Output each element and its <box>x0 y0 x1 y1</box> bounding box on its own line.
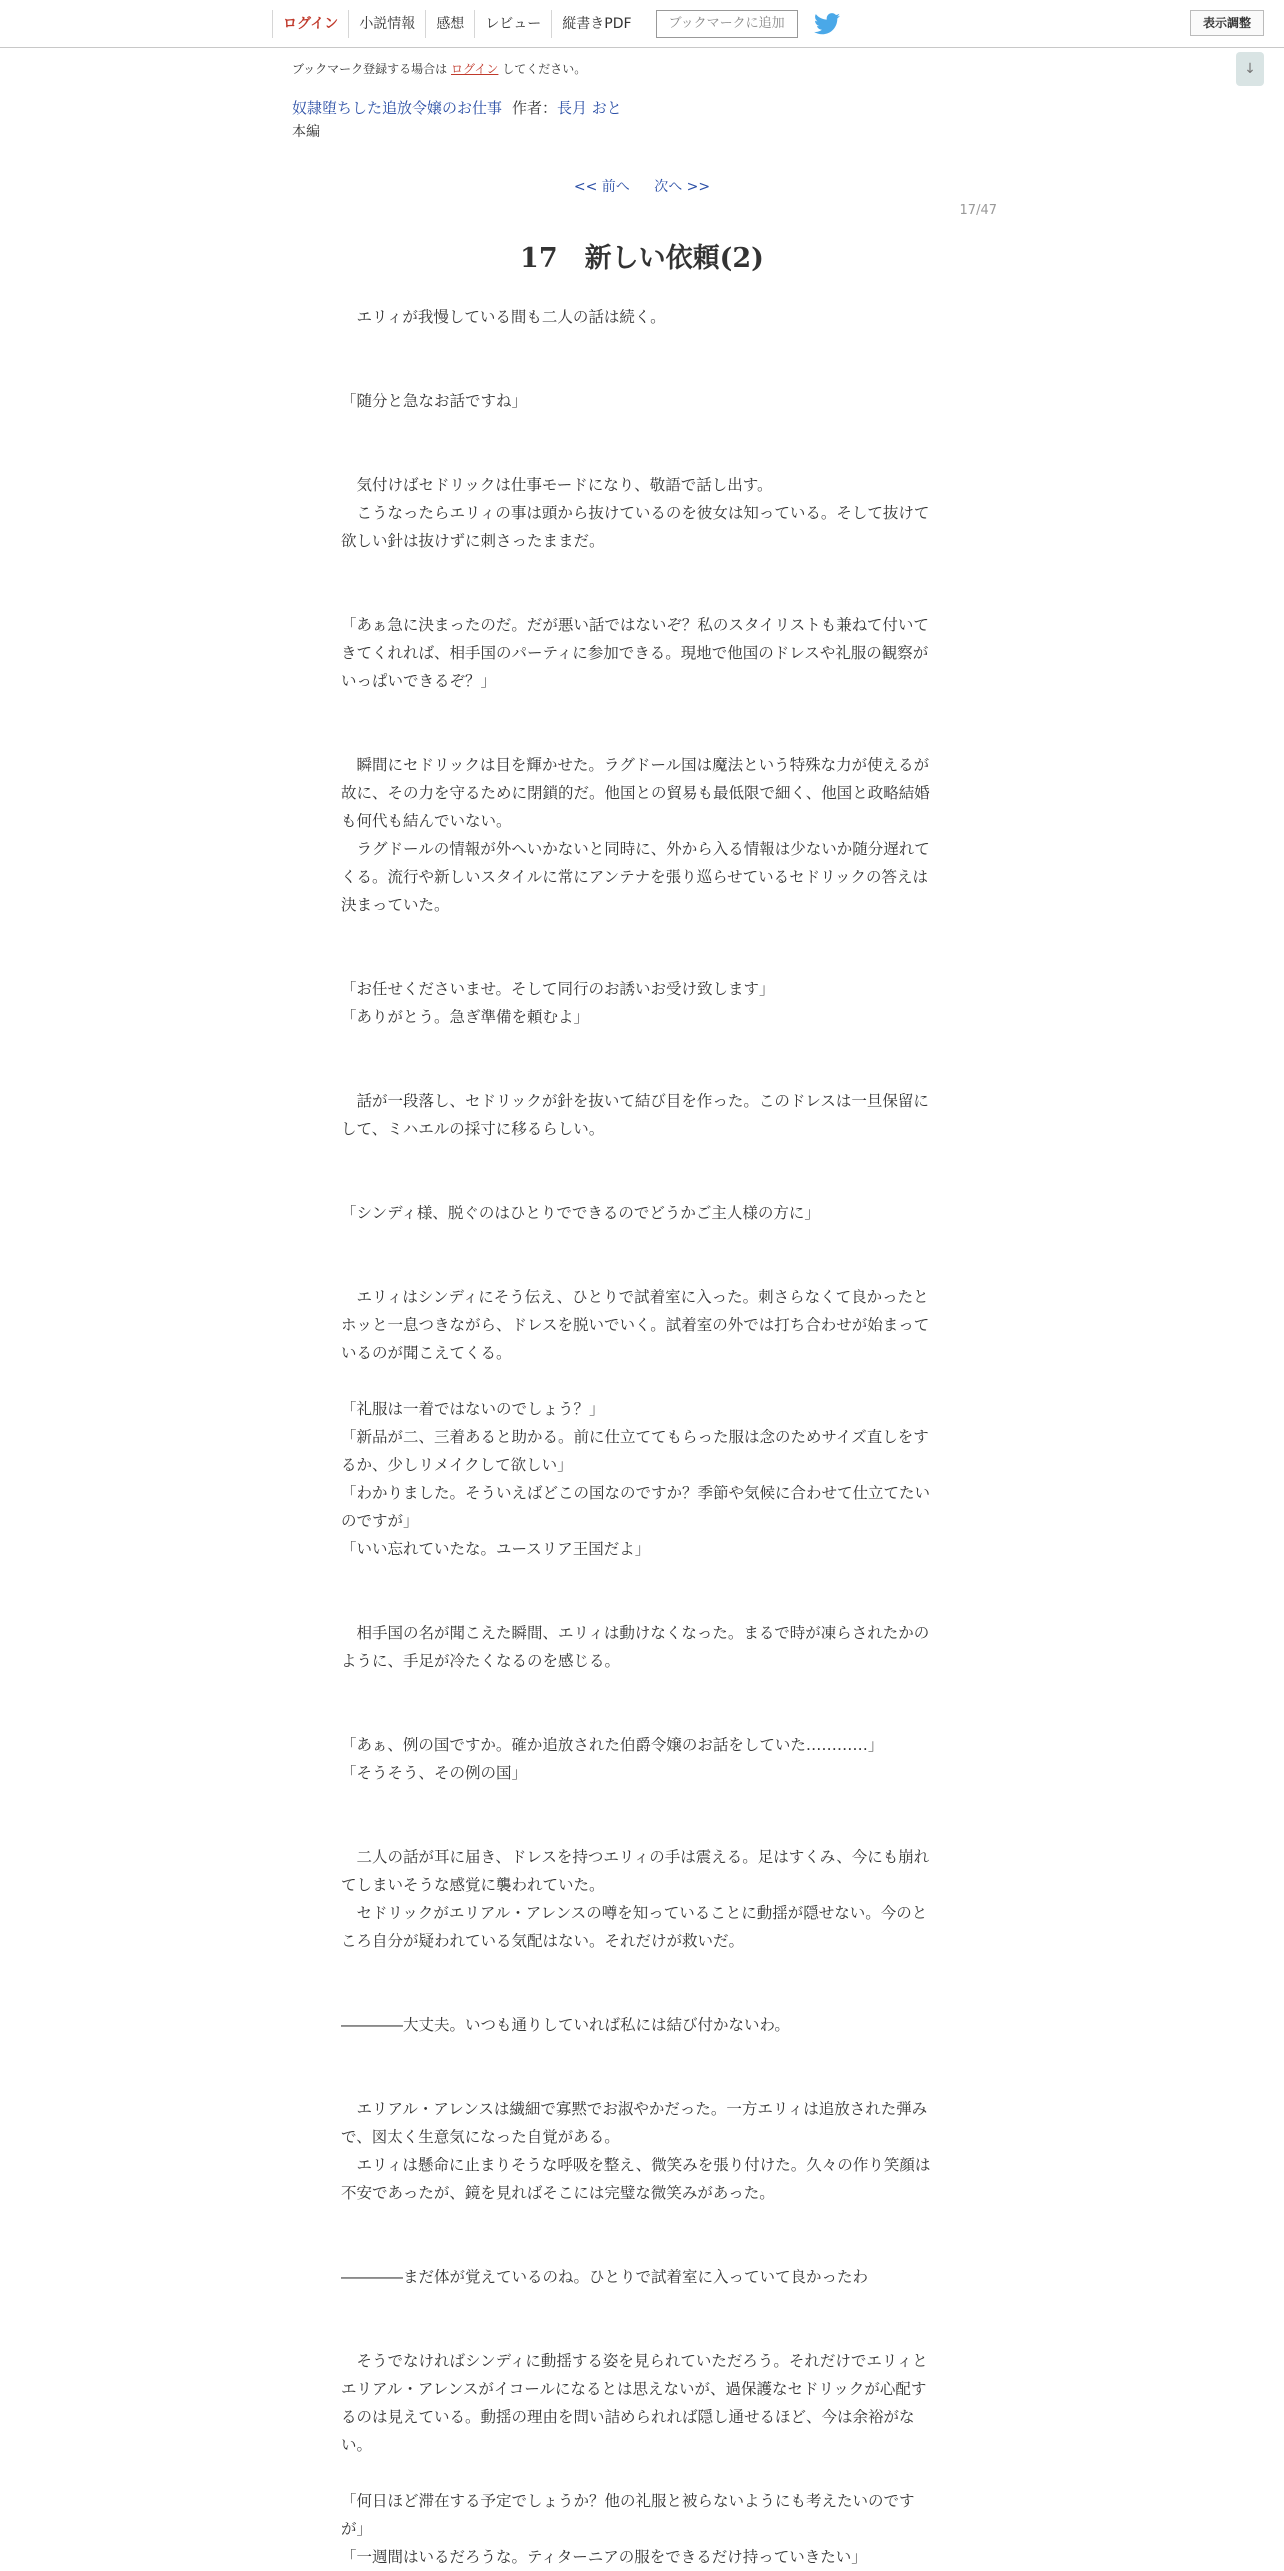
body-paragraph <box>341 1227 937 1255</box>
body-paragraph: 「お任せくださいませ。そして同行のお誘いお受け致します」 <box>341 980 775 998</box>
twitter-bird-icon[interactable] <box>814 13 840 35</box>
scroll-down-button[interactable]: ↓ <box>1236 52 1264 86</box>
body-paragraph <box>341 2319 937 2347</box>
author-info <box>512 97 622 118</box>
chapter-title: 17 新しい依頼(2) <box>520 243 764 274</box>
prev-chapter-link[interactable]: << 前へ <box>573 179 630 195</box>
body-paragraph: エリィが我慢している間も二人の話は続く。 <box>341 308 666 326</box>
body-paragraph <box>341 2235 937 2263</box>
body-paragraph <box>341 1563 937 1591</box>
notice-prefix: ブックマーク登録する場合は <box>292 62 448 76</box>
body-paragraph <box>341 583 937 611</box>
nav-impressions-link[interactable]: 感想 <box>425 10 474 38</box>
body-paragraph: 話が一段落し、セドリックが針を抜いて結び目を作った。このドレスは一旦保留にして、ミハエルの採寸に移るらしい。 <box>341 1092 929 1138</box>
chapter-pager <box>0 176 1284 196</box>
body-paragraph <box>341 1983 937 2011</box>
body-paragraph: 二人の話が耳に届き、ドレスを持つエリィの手は震える。足はすくみ、今にも崩れてしまいそうな感覚に襲われていた。 <box>341 1848 930 1894</box>
body-paragraph <box>341 947 937 975</box>
body-paragraph: ――――大丈夫。いつも通りしていれば私には結び付かないわ。 <box>341 2016 790 2034</box>
body-paragraph <box>341 359 937 387</box>
body-paragraph: 「そうそう、その例の国」 <box>341 1764 528 1782</box>
body-paragraph: セドリックがエリアル・アレンスの噂を知っていることに動揺が隠せない。今のところ自分が疑われている気配はない。それだけが救いだ。 <box>341 1904 928 1950</box>
author-label: 作者： <box>512 99 558 117</box>
body-paragraph: 「あぁ急に決まったのだ。だが悪い話ではないぞ？私のスタイリストも兼ねて付いてきてくれれば、相手国のパーティに参加できる。現地で他国のドレスや礼服の観察がいっぱいできるぞ？」 <box>341 616 929 690</box>
nav-vertical-pdf-link[interactable]: 縦書きPDF <box>551 10 641 38</box>
author-name-link[interactable]: 長月 おと <box>557 99 622 117</box>
body-paragraph: 「何日ほど滞在する予定でしょうか？他の礼服と被らないようにも考えたいのですが」 <box>341 2492 915 2538</box>
novel-title-link[interactable]: 奴隷堕ちした追放令嬢のお仕事 <box>292 99 503 117</box>
body-paragraph: 相手国の名が聞こえた瞬間、エリィは動けなくなった。まるで時が凍らされたかのように、手足が冷たくなるのを感じる。 <box>341 1624 930 1670</box>
body-paragraph <box>341 1255 937 1283</box>
body-paragraph <box>341 1591 937 1619</box>
body-paragraph <box>341 695 937 723</box>
display-settings-button[interactable]: 表示調整 <box>1190 10 1264 36</box>
bookmark-login-notice <box>292 60 586 77</box>
body-paragraph <box>341 1059 937 1087</box>
body-paragraph: 「いい忘れていたな。ユースリア王国だよ」 <box>341 1540 651 1558</box>
body-paragraph: 気付けばセドリックは仕事モードになり、敬語で話し出す。 <box>341 476 773 494</box>
body-paragraph <box>341 1171 937 1199</box>
body-paragraph: こうなったらエリィの事は頭から抜けているのを彼女は知っている。そして抜けて欲しい針は抜けずに刺さったままだ。 <box>341 504 930 550</box>
body-paragraph <box>341 1031 937 1059</box>
body-paragraph: そうでなければシンディに動揺する姿を見られていただろう。それだけでエリィとエリアル・アレンスがイコールになるとは思えないが、過保護なセドリックが心配するのは見えている。動揺の理由を問い詰められれば隠し通せるほど、今は余裕がない。 <box>341 2352 928 2454</box>
body-paragraph: 「新品が二、三着あると助かる。前に仕立ててもらった服は念のためサイズ直しをするか、少しリメイクして欲しい」 <box>341 1428 929 1474</box>
body-paragraph <box>341 2291 937 2319</box>
body-paragraph <box>341 1787 937 1815</box>
body-paragraph <box>341 1955 937 1983</box>
body-paragraph: 「あぁ、例の国ですか。確か追放された伯爵令嬢のお話をしていた…………」 <box>341 1736 884 1754</box>
body-paragraph <box>341 1703 937 1731</box>
body-paragraph: エリアル・アレンスは繊細で寡黙でお淑やかだった。一方エリィは追放された弾みで、図太く生意気になった自覚がある。 <box>341 2100 928 2146</box>
notice-suffix: してください。 <box>502 62 587 76</box>
body-paragraph: 「礼服は一着ではないのでしょう？」 <box>341 1400 605 1418</box>
nav-review-link[interactable]: レビュー <box>474 10 551 38</box>
add-bookmark-button[interactable]: ブックマークに追加 <box>656 10 798 38</box>
body-paragraph: エリィは懸命に止まりそうな呼吸を整え、微笑みを張り付けた。久々の作り笑顔は不安であったが、鏡を見ればそこには完璧な微笑みがあった。 <box>341 2156 931 2202</box>
nav-login-link[interactable]: ログイン <box>272 10 348 38</box>
notice-login-link[interactable]: ログイン <box>451 62 499 76</box>
body-paragraph <box>341 2039 937 2067</box>
body-paragraph: ――――まだ体が覚えているのね。ひとりで試着室に入っていて良かったわ <box>341 2268 869 2286</box>
body-paragraph <box>341 2067 937 2095</box>
body-paragraph <box>341 331 937 359</box>
section-label: 本編 <box>292 124 320 140</box>
body-paragraph: 「シンディ様、脱ぐのはひとりでできるのでどうかご主人様の方に」 <box>341 1204 820 1222</box>
body-paragraph: 「随分と急なお話ですね」 <box>341 392 528 410</box>
body-paragraph: ラグドールの情報が外へいかないと同時に、外から入る情報は少ないか随分遅れてくる。流行や新しいスタイルに常にアンテナを張り巡らせているセドリックの答えは決まっていた。 <box>341 840 930 914</box>
nav-novel-info-link[interactable]: 小説情報 <box>348 10 425 38</box>
body-paragraph <box>341 919 937 947</box>
body-paragraph <box>341 555 937 583</box>
body-paragraph <box>341 1675 937 1703</box>
body-paragraph: 瞬間にセドリックは目を輝かせた。ラグドール国は魔法という特殊な力が使えるが故に、その力を守るために閉鎖的だ。他国との貿易も最低限で細く、他国と政略結婚も何代も結んでいない。 <box>341 756 930 830</box>
novel-body-text <box>341 303 937 2571</box>
body-paragraph: 「一週間はいるだろうな。ティターニアの服をできるだけ持っていきたい」 <box>341 2548 867 2566</box>
body-paragraph <box>341 723 937 751</box>
top-navigation-bar <box>0 0 1284 48</box>
next-chapter-link[interactable]: 次へ >> <box>654 179 711 195</box>
body-paragraph <box>341 1367 937 1395</box>
body-paragraph: 「ありがとう。急ぎ準備を頼むよ」 <box>341 1008 590 1026</box>
body-paragraph <box>341 443 937 471</box>
body-paragraph <box>341 415 937 443</box>
body-paragraph <box>341 1143 937 1171</box>
body-paragraph <box>341 1815 937 1843</box>
page-number: 17/47 <box>959 203 997 218</box>
nav-menu <box>272 10 840 38</box>
body-paragraph: 「わかりました。そういえばどこの国なのですか？季節や気候に合わせて仕立てたいのですが」 <box>341 1484 931 1530</box>
body-paragraph <box>341 2207 937 2235</box>
body-paragraph <box>341 2459 937 2487</box>
body-paragraph: エリィはシンディにそう伝え、ひとりで試着室に入った。刺さらなくて良かったとホッと一息つきながら、ドレスを脱いでいく。試着室の外では打ち合わせが始まっているのが聞こえてくる。 <box>341 1288 930 1362</box>
